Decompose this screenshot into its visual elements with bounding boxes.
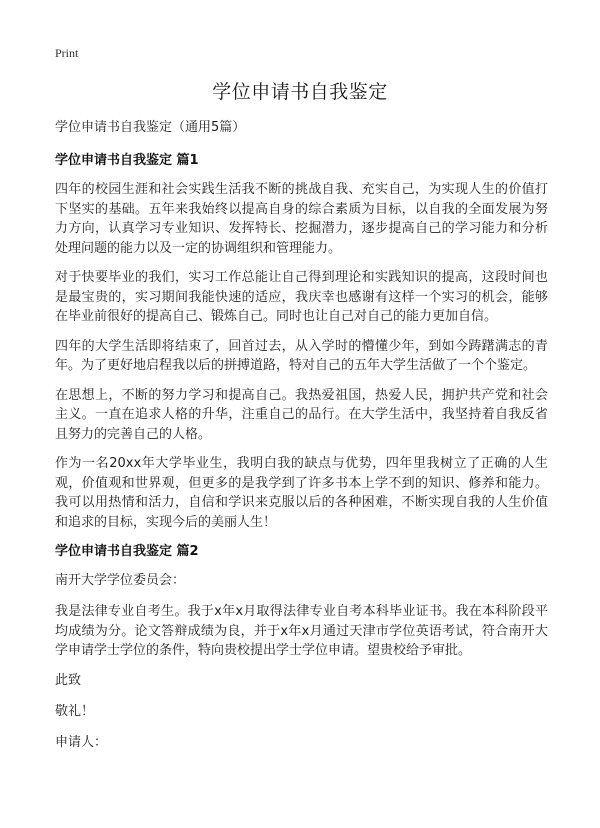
paragraph: 四年的大学生活即将结束了，回首过去，从入学时的懵懂少年，到如今踌躇满志的青年。为了更好地启程我以后的拼搏道路，特对自己的五年大学生活做了一个个鉴定。 xyxy=(55,338,548,373)
page-title: 学位申请书自我鉴定 xyxy=(212,81,388,103)
paragraph: 四年的校园生涯和社会实践生活我不断的挑战自我、充实自己，为实现人生的价值打下坚实的基础。五年来我始终以提高自身的综合素质为目标，以自我的全面发展为努力方向，认真学习专业知识、发挥特长、挖掘潜力，逐步提高自己的学习能力和分析处理问题的能力以及一定的协调组织和管理能力。 xyxy=(55,182,548,256)
document-body xyxy=(55,118,548,764)
print-label: Print xyxy=(55,46,79,60)
section-heading: 学位申请书自我鉴定 篇2 xyxy=(55,544,199,559)
document-subtitle: 学位申请书自我鉴定（通用5篇） xyxy=(55,120,246,135)
salutation: 南开大学学位委员会： xyxy=(55,573,186,588)
paragraph: 对于快要毕业的我们，实习工作总能让自己得到理论和实践知识的提高，这段时间也是最宝贵的，实习期间我能快速的适应，我庆幸也感谢有这样一个实习的机会，能够在毕业前很好的提高自己、锻炼自己。同时也让自己对自己的能力更加自信。 xyxy=(55,270,548,324)
section-1 xyxy=(55,151,548,532)
paragraph: 我是法律专业自考生。我于x年x月取得法律专业自考本科毕业证书。我在本科阶段平均成绩为分。论文答辩成绩为良，并于x年x月通过天津市学位英语考试，符合南开大学申请学士学位的条件，特向贵校提出学士学位申请。望贵校给予审批。 xyxy=(55,604,548,658)
paragraph: 作为一名20xx年大学毕业生，我明白我的缺点与优势，四年里我树立了正确的人生观，价值观和世界观，但更多的是我学到了许多书本上学不到的知识、修养和能力。我可以用热情和活力，自信和学识来克服以后的各种困难，不断实现自我的人生价值和追求的目标，实现今后的美丽人生！ xyxy=(55,456,548,530)
signature-label: 申请人： xyxy=(55,734,108,750)
closing-regards: 敬礼！ xyxy=(55,703,95,719)
section-2 xyxy=(55,542,548,753)
closing-line: 此致 xyxy=(55,672,82,688)
paragraph: 在思想上，不断的努力学习和提高自己。我热爱祖国，热爱人民，拥护共产党和社会主义。一直在追求人格的升华，注重自己的品行。在大学生活中，我坚持着自我反省且努力的完善自己的人格。 xyxy=(55,387,548,442)
section-heading: 学位申请书自我鉴定 篇1 xyxy=(55,153,199,168)
